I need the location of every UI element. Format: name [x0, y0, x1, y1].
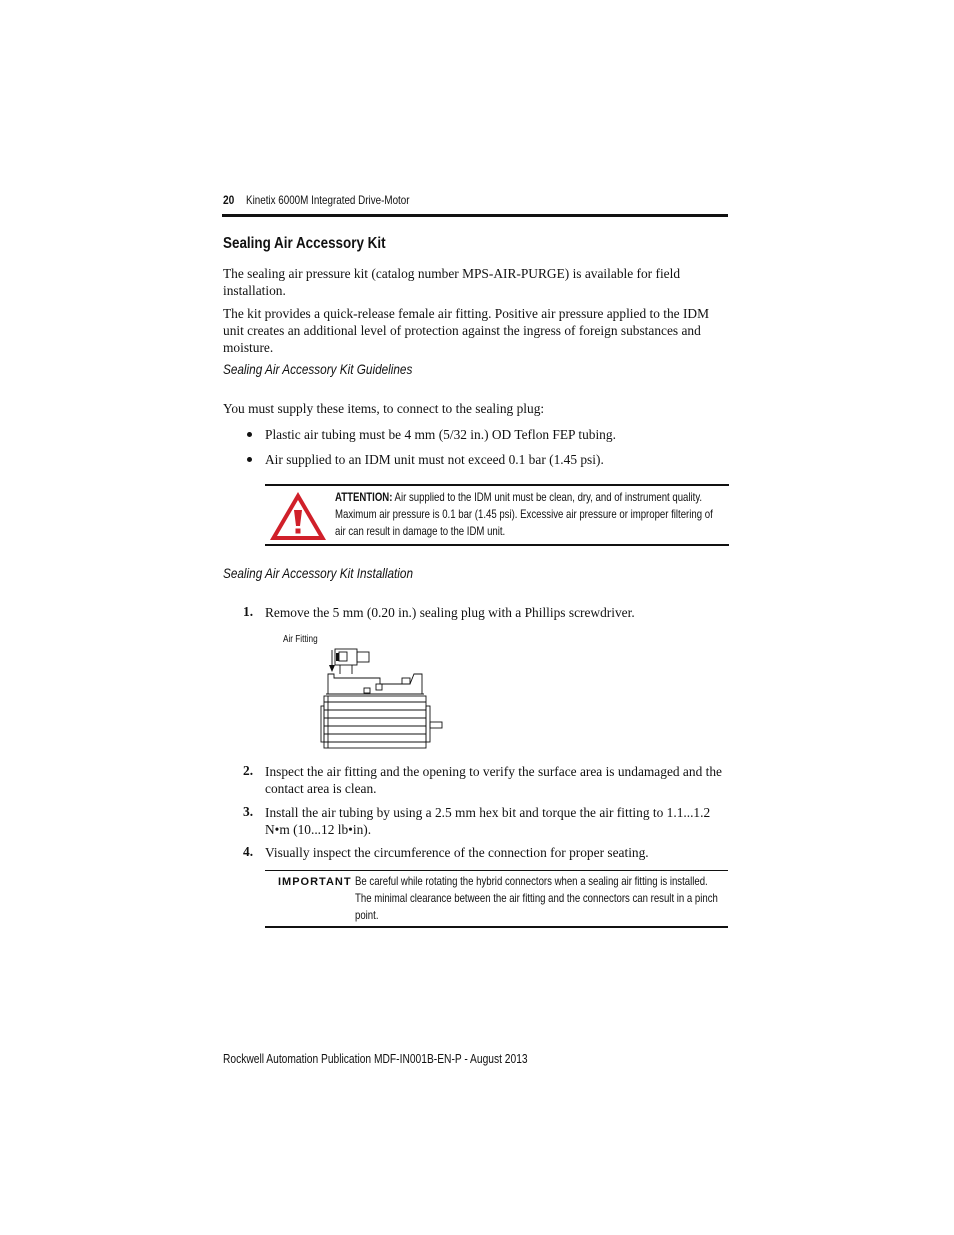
attention-body: Air supplied to the IDM unit must be clean, dry, and of instrument quality. Maximum air pressure is 0.1 bar (1.45 psi). Excessive air pressure or improper filtering of air can result in damage to the IDM unit. [335, 490, 713, 538]
step-text: Remove the 5 mm (0.20 in.) sealing plug with a Phillips screwdriver. [265, 605, 635, 620]
important-top-rule [265, 870, 728, 871]
running-header-title: Kinetix 6000M Integrated Drive-Motor [246, 193, 410, 207]
important-message [355, 873, 725, 924]
important-label: IMPORTANT [278, 876, 352, 888]
figure-callout-air-fitting: Air Fitting [283, 634, 318, 645]
guidelines-heading: Sealing Air Accessory Kit Guidelines [223, 361, 413, 377]
attention-top-rule [265, 484, 729, 486]
step-text: Install the air tubing by using a 2.5 mm hex bit and torque the air fitting to 1.1...1.2 N•m (10...12 lb•in). [265, 805, 711, 837]
bullet-item: Air supplied to an IDM unit must not exceed 0.1 bar (1.45 psi). [265, 452, 604, 467]
publication-footer: Rockwell Automation Publication MDF-IN001B-EN-P - August 2013 [223, 1052, 528, 1066]
step-number: 3. [243, 804, 254, 819]
bullet-marker [247, 432, 252, 437]
paragraph-kit-intro: The sealing air pressure kit (catalog number MPS-AIR-PURGE) is available for field installation. [223, 266, 681, 298]
attention-bottom-rule [265, 544, 729, 546]
page-number: 20 [223, 193, 235, 207]
section-title: Sealing Air Accessory Kit [223, 235, 386, 252]
installation-heading: Sealing Air Accessory Kit Installation [223, 565, 413, 581]
step-number: 2. [243, 763, 254, 778]
step-text: Inspect the air fitting and the opening to verify the surface area is undamaged and the contact area is clean. [265, 764, 722, 796]
attention-message [335, 489, 725, 540]
attention-label: ATTENTION: [335, 490, 393, 504]
important-bottom-rule [265, 926, 728, 928]
step-number: 1. [243, 604, 254, 619]
step-number: 4. [243, 844, 254, 859]
header-rule [222, 214, 728, 217]
bullet-item: Plastic air tubing must be 4 mm (5/32 in.) OD Teflon FEP tubing. [265, 427, 616, 442]
paragraph-kit-description: The kit provides a quick-release female air fitting. Positive air pressure applied to the IDM unit creates an additional level of protection against the ingress of foreign substances and moisture. [223, 306, 709, 355]
guidelines-intro: You must supply these items, to connect to the sealing plug: [223, 401, 545, 416]
motor-air-fitting-diagram [280, 630, 450, 752]
step-text: Visually inspect the circumference of the connection for proper seating. [265, 845, 649, 860]
warning-triangle-icon [268, 490, 328, 542]
bullet-marker [247, 457, 252, 462]
important-body: Be careful while rotating the hybrid connectors when a sealing air fitting is installed. The minimal clearance between the air fitting and the connectors can result in a pinch point. [355, 874, 718, 922]
